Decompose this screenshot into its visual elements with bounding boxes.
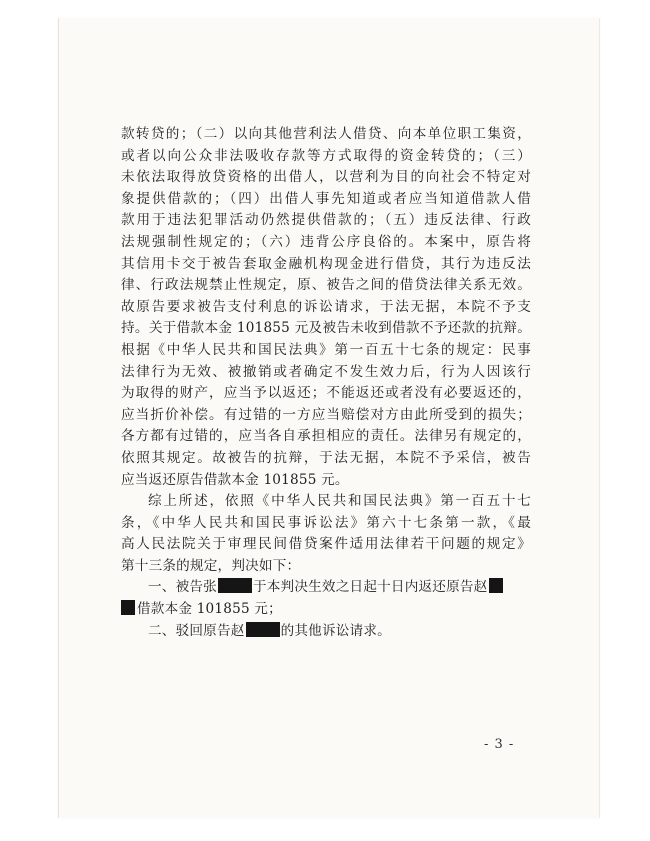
judgment-item-1-prefix: 一、被告张 xyxy=(148,579,217,596)
paragraph-legal-reasoning xyxy=(121,124,531,491)
text-line: 持。关于借款本金 101855 元及被告未收到借款不予还款的抗辩。 xyxy=(121,320,531,337)
text-line: 其信用卡交于被告套取金融机构现金进行借贷，其行为违反法 xyxy=(121,255,531,272)
text-line: 各方都有过错的，应当各自承担相应的责任。法律另有规定的， xyxy=(121,428,531,445)
text-line: 第十三条的规定，判决如下： xyxy=(121,557,301,574)
text-line: 应当折价补偿。有过错的一方应当赔偿对方由此所受到的损失； xyxy=(121,406,531,423)
text-line: 款转贷的；（二）以向其他营利法人借贷、向本单位职工集资， xyxy=(121,126,531,142)
text-line: 律、行政法规禁止性规定，原、被告之间的借贷法律关系无效。 xyxy=(121,277,531,294)
text-line: 款用于违法犯罪活动仍然提供借款的；（五）违反法律、行政 xyxy=(121,212,531,229)
judgment-item-1 xyxy=(121,577,531,620)
text-line: 故原告要求被告支付利息的诉讼请求，于法无据，本院不予支 xyxy=(121,298,531,315)
text-line xyxy=(121,621,531,643)
text-line: 高人民法院关于审理民间借贷案件适用法律若干问题的规定》 xyxy=(121,536,531,553)
text-line: 依照其规定。故被告的抗辩，于法无据，本院不予采信，被告 xyxy=(121,449,531,466)
redaction-block xyxy=(121,600,135,615)
text-line: 法律行为无效、被撤销或者确定不发生效力后，行为人因该行 xyxy=(121,363,531,380)
judgment-item-1-middle: 于本判决生效之日起十日内返还原告赵 xyxy=(252,579,488,596)
text-line: 根据《中华人民共和国民法典》第一百五十七条的规定：民事 xyxy=(121,341,531,358)
text-line xyxy=(121,599,531,621)
judgment-item-2-prefix: 二、驳回原告赵 xyxy=(148,622,245,639)
text-line: 条，《中华人民共和国民事诉讼法》第六十七条第一款，《最 xyxy=(121,514,531,531)
text-line: 未依法取得放贷资格的出借人，以营利为目的向社会不特定对 xyxy=(121,169,531,186)
judgment-text-body xyxy=(121,124,531,642)
judgment-item-2 xyxy=(121,621,531,643)
text-line: 法规强制性规定的；（六）违背公序良俗的。本案中，原告将 xyxy=(121,233,531,250)
page-number: - 3 - xyxy=(484,737,515,752)
text-line: 象提供借款的；（四）出借人事先知道或者应当知道借款人借 xyxy=(121,190,531,207)
judgment-item-1-line2: 借款本金 101855 元； xyxy=(137,601,282,618)
text-line xyxy=(121,577,531,599)
redaction-block xyxy=(246,622,280,637)
judgment-item-2-suffix: 的其他诉讼请求。 xyxy=(280,622,391,639)
redaction-block xyxy=(218,578,252,593)
text-line: 综上所述，依照《中华人民共和国民法典》第一百五十七 xyxy=(148,493,531,510)
paragraph-conclusion xyxy=(121,491,531,577)
text-line: 应当返还原告借款本金 101855 元。 xyxy=(121,471,349,488)
redaction-block xyxy=(489,578,503,593)
text-line: 或者以向公众非法吸收存款等方式取得的资金转贷的；（三） xyxy=(121,147,531,164)
text-line: 为取得的财产，应当予以返还；不能返还或者没有必要返还的， xyxy=(121,385,531,402)
